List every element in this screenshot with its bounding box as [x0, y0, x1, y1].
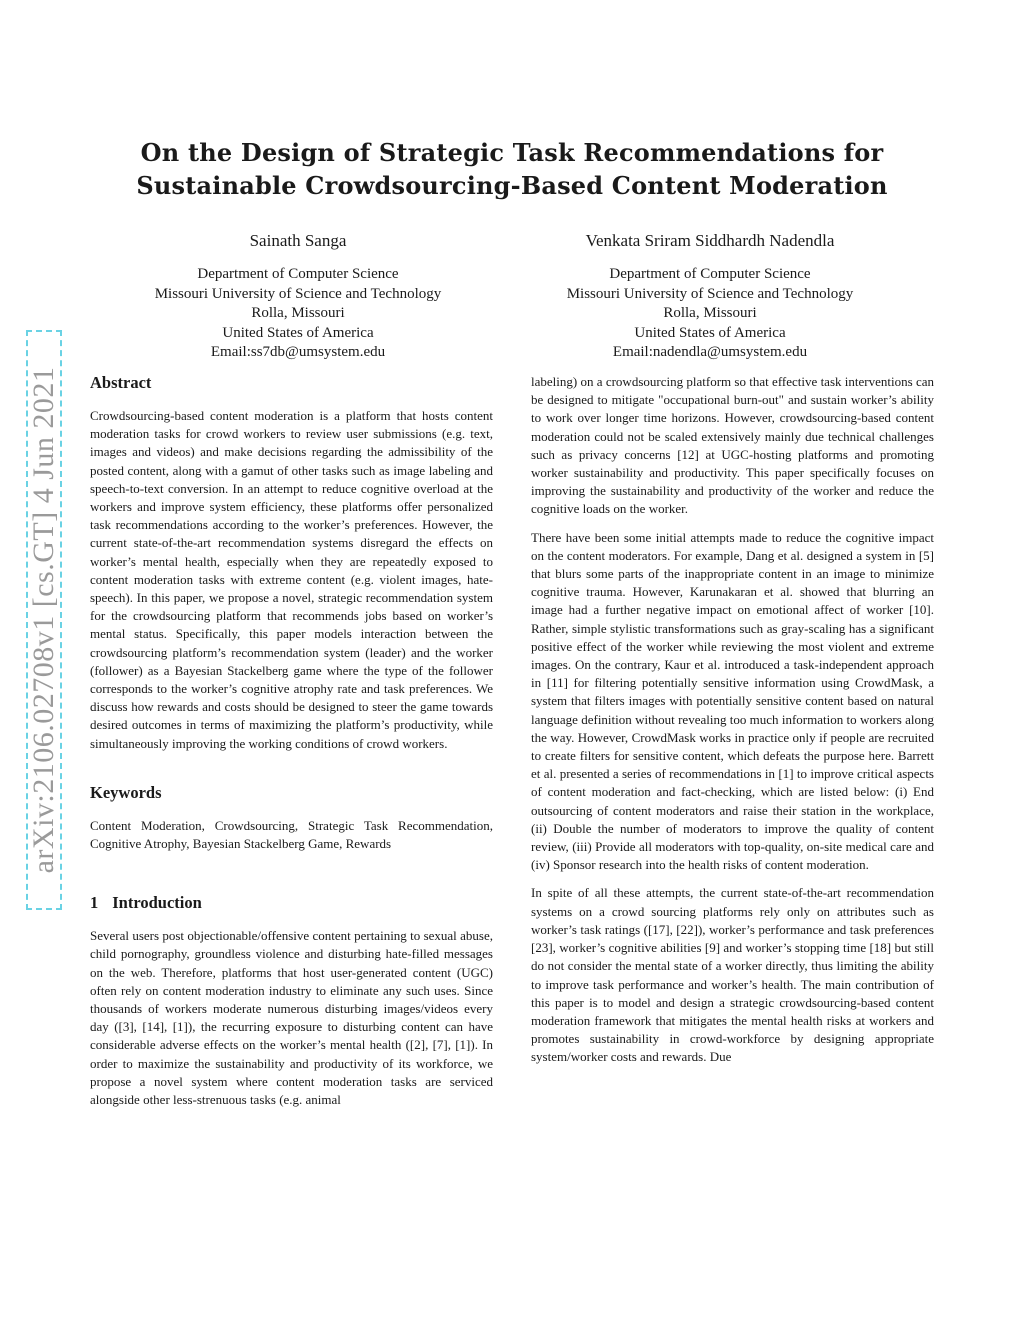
section-number: 1	[90, 893, 99, 913]
intro-paragraph-1: Several users post objectionable/offensive content pertaining to sexual abuse, child pornography, groundless violence and disturbing hate-filled messages on the web. Therefore, platforms that host user-generated content (UGC) often rely on content moderation industry to eliminate any such uses. Since thousands of workers moderate numerous disturbing images/videos every day ([3], [14], [1]), the recurring exposure to disturbing content can have considerable adverse effects on the worker’s mental health ([2], [7], [1]). In order to maximize the sustainability and productivity of its workforce, we propose a novel system where content moderation tasks are serviced alongside other less-strenuous tasks (e.g. animal	[90, 928, 493, 1108]
author-country: United States of America	[222, 324, 374, 341]
section-title: Introduction	[112, 893, 202, 913]
keywords-heading: Keywords	[90, 782, 162, 802]
left-column	[90, 373, 493, 1109]
author-dept: Department of Computer Science	[197, 266, 399, 282]
abstract-text: Crowdsourcing-based content moderation is a platform that hosts content moderation tasks for crowd workers to review user submissions (e.g. text, images and videos) and make decisions regarding the admissibility of the posted content, along with a gamut of other tasks such as image labeling and speech-to-text conversion. In an attempt to reduce cognitive overload at the workers and improve system efficiency, these platforms offer personalized task recommendations according to the worker’s preferences. However, the current state-of-the-art recommendation systems disregard the effects on worker’s mental health, especially when they are repeatedly exposed to content moderation tasks with extreme content (e.g. violent images, hate-speech). In this paper, we propose a novel, strategic recommendation system for the crowdsourcing platform that recommends jobs based on worker’s mental status. Specifically, this paper models interaction between the crowdsourcing platform’s recommendation system (leader) and the worker (follower) as a Bayesian Stackelberg game where the type of the follower corresponds to the worker’s cognitive atrophy rate and task preferences. We discuss how rewards and costs should be designed to steer the game towards desired outcomes in terms of maximizing the platform’s productivity, while simultaneously improving the working conditions of crowd workers.	[90, 408, 493, 751]
abstract-heading: Abstract	[90, 373, 152, 392]
author-name: Venkata Sriram Siddhardh Nadendla	[585, 231, 835, 250]
author-name: Sainath Sanga	[249, 231, 347, 250]
author-university: Missouri University of Science and Technology	[154, 285, 442, 302]
title-line-2: Sustainable Crowdsourcing-Based Content Moderation	[136, 171, 888, 200]
author-block-2	[510, 231, 910, 363]
author-block-1	[98, 231, 498, 363]
paper-title	[0, 136, 1024, 202]
author-dept: Department of Computer Science	[609, 266, 811, 282]
author-university: Missouri University of Science and Technology	[566, 285, 854, 302]
intro-paragraph-2: There have been some initial attempts made to reduce the cognitive impact on the content moderators. For example, Dang et al. designed a system in [5] that blurs some parts of the inappropriate content in an image to minimize cognitive trauma. However, Karunakaran et al. showed that blurring an image had a further negative impact on emotional affect of worker [10]. Rather, simple stylistic transformations such as gray-scaling has a significant positive effect of the worker while reviewing the most violent and extreme images. On the contrary, Kaur et al. introduced a task-independent approach in [11] for filtering potentially sensitive information using CrowdMask, a system that filters images with potentially sensitive content based on natural language definition without revealing too much information to workers along the way. However, CrowdMask works in practice only if people are recruited to create filters for sensitive content, which defeats the purpose here. Barrett et al. presented a series of recommendations in [1] to improve critical aspects of content moderation and fact-checking, which are listed below: (i) End outsourcing of content moderators and raise their station in the workplace, (ii) Double the number of moderators to improve the quality of content review, (iii) Provide all moderators with top-quality, on-site medical care and (iv) Sponsor research into the health risks of content moderation.	[531, 529, 934, 873]
introduction-heading	[90, 893, 493, 913]
keywords-text: Content Moderation, Crowdsourcing, Strategic Task Recommendation, Cognitive Atrophy, Bayesian Stackelberg Game, Rewards	[90, 817, 493, 852]
right-column	[531, 373, 934, 1077]
title-line-1: On the Design of Strategic Task Recommendations for	[140, 138, 884, 167]
author-email: Email:nadendla@umsystem.edu	[612, 344, 808, 361]
author-city: Rolla, Missouri	[663, 305, 757, 322]
author-city: Rolla, Missouri	[251, 305, 345, 322]
author-email: Email:ss7db@umsystem.edu	[210, 344, 386, 361]
intro-paragraph-1-continued: labeling) on a crowdsourcing platform so that effective task interventions can be designed to mitigate "occupational burn-out" and sustain worker’s ability to work over longer time horizons. However, crowdsourcing-based content moderation could not be scaled extensively mainly due technical challenges such as privacy concerns [12] at UGC-hosting platforms and promoting worker sustainability and productivity. This paper specifically focuses on improving the sustainability and productivity of the worker and reduce the cognitive loads on the worker.	[531, 374, 934, 517]
author-country: United States of America	[634, 324, 786, 341]
intro-paragraph-3: In spite of all these attempts, the current state-of-the-art recommendation systems on a crowd sourcing platforms rely only on attributes such as worker’s task ratings ([17], [22]), worker’s performance and task preferences [23], worker’s cognitive abilities [9] and worker’s stopping time [18] but still do not consider the mental state of a worker directly, thus limiting the ability to improve task performance and worker’s health. The main contribution of this paper is to model and design a strategic crowdsourcing-based content moderation framework that mitigates the mental health risks at workers and promotes sustainability in crowd-workforce by designing appropriate system/worker costs and rewards. Due	[531, 885, 934, 1065]
arxiv-id: arXiv:2106.02708v1 [cs.GT] 4 Jun 2021	[27, 366, 60, 874]
arxiv-stamp	[26, 330, 62, 910]
